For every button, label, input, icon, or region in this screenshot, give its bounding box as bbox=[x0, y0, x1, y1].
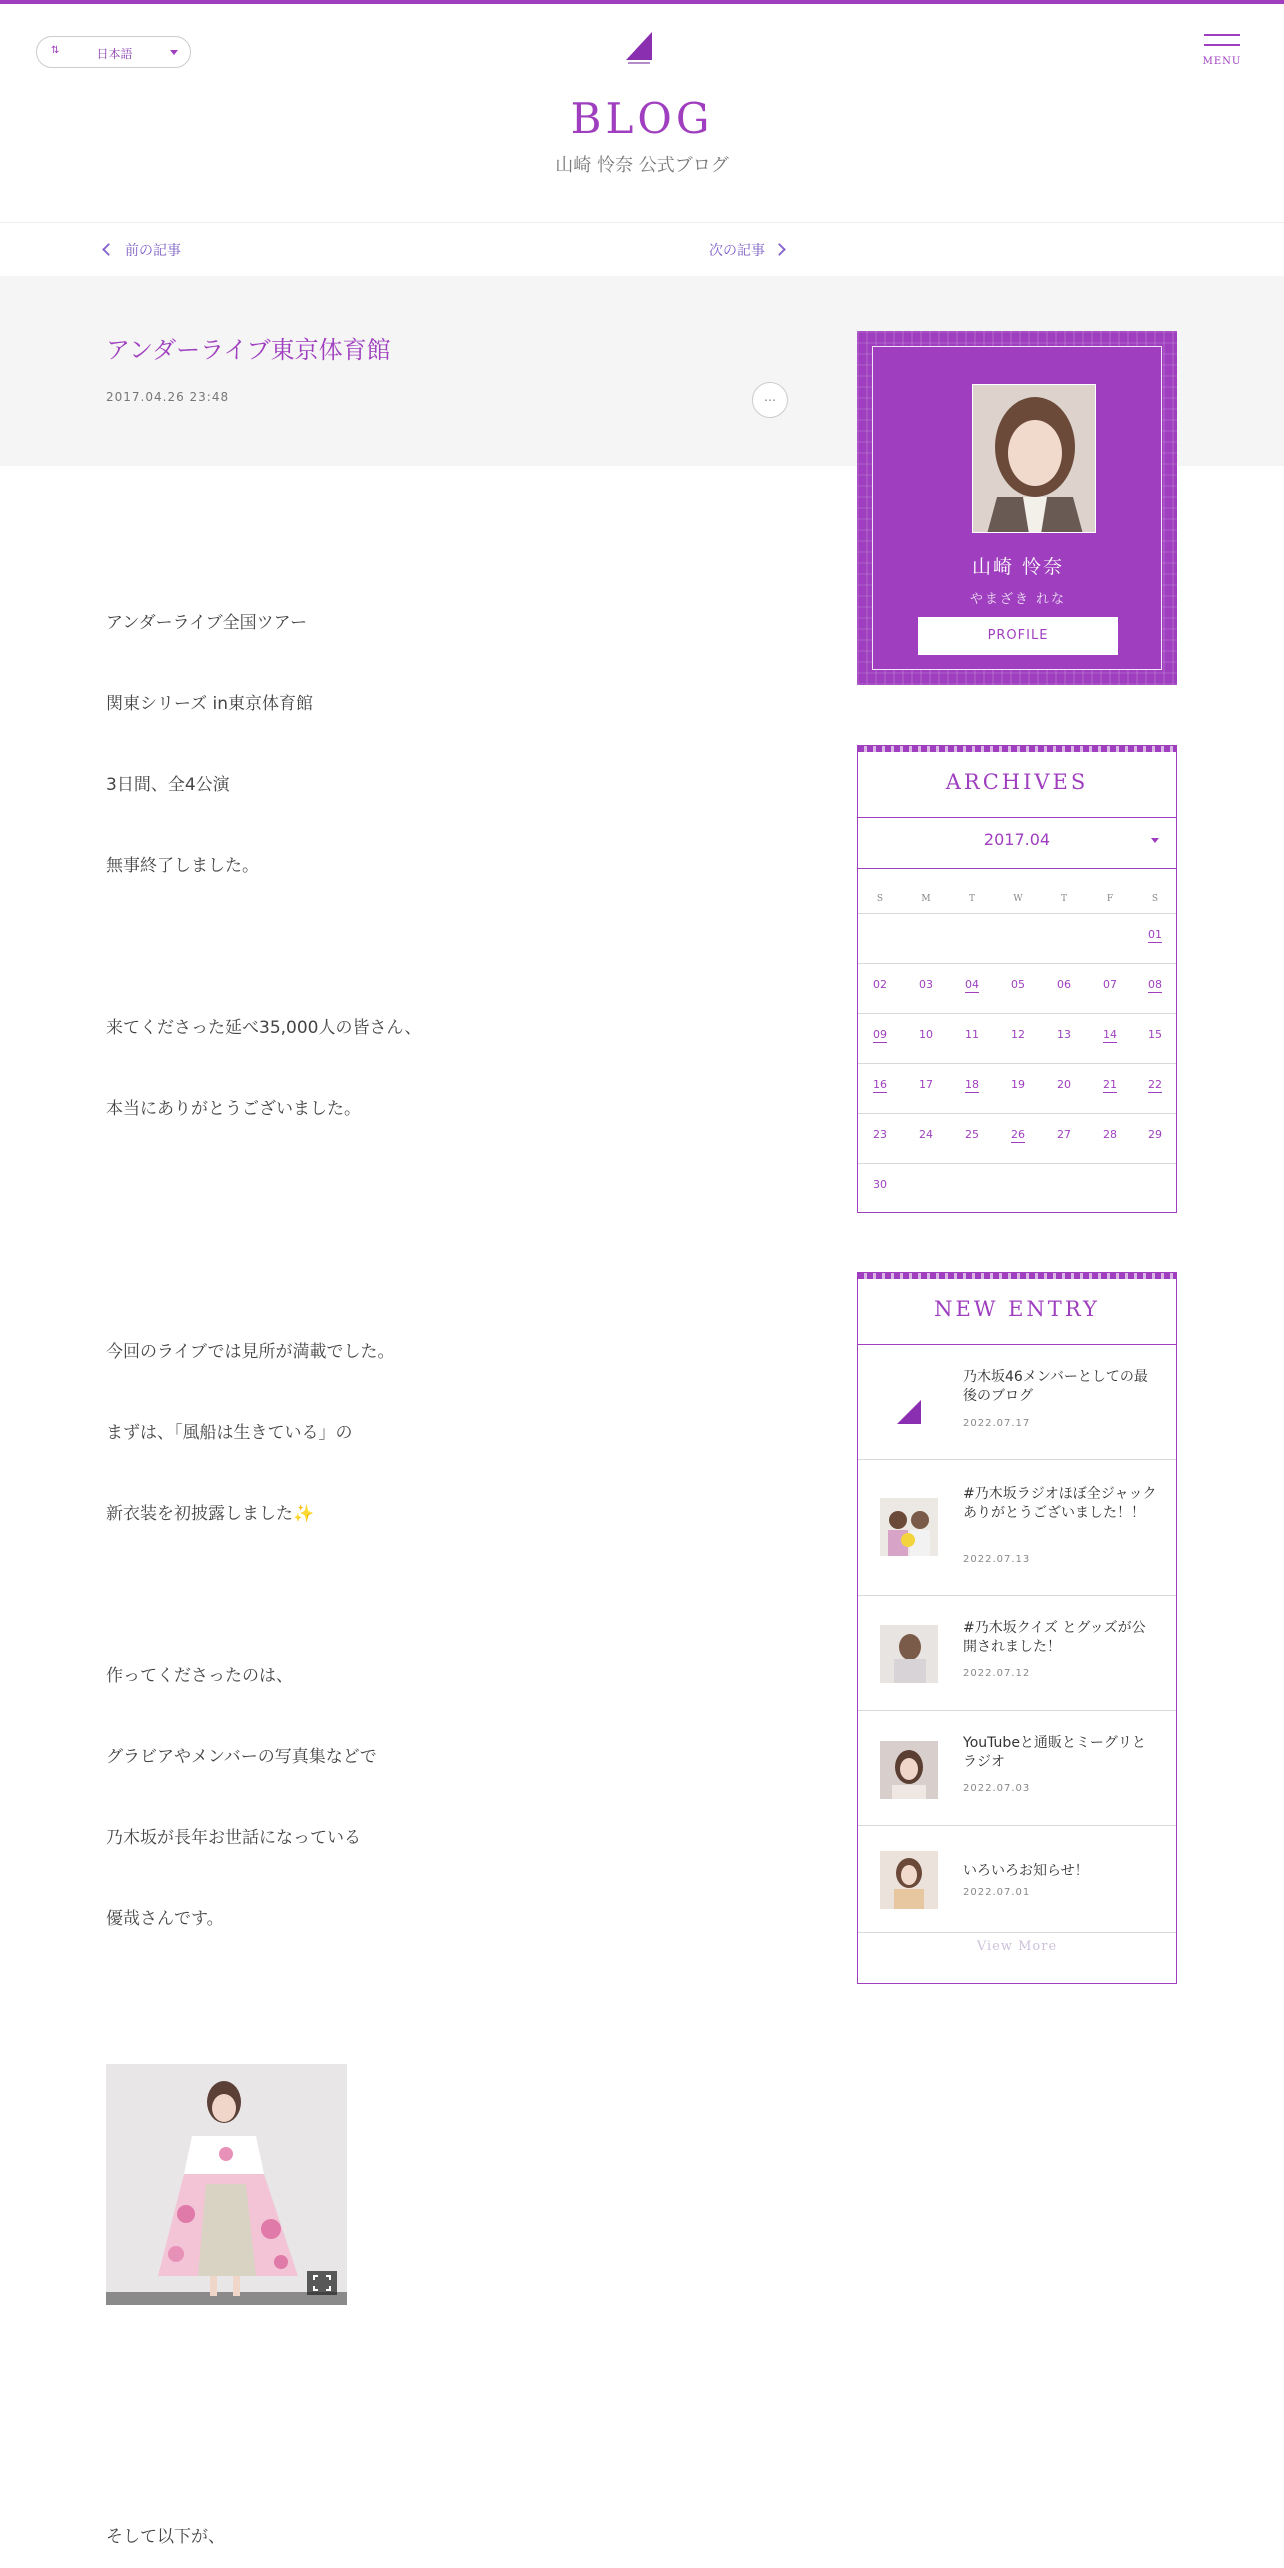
share-icon: ⋯ bbox=[764, 393, 776, 407]
calendar-row-divider bbox=[858, 1113, 1176, 1114]
globe-icon: ⇅ bbox=[51, 45, 60, 56]
divider bbox=[858, 1459, 1176, 1460]
calendar-day: 25 bbox=[965, 1128, 979, 1141]
weekday-label: T bbox=[1060, 894, 1067, 904]
chevron-left-icon bbox=[102, 243, 115, 256]
calendar-day: 29 bbox=[1148, 1128, 1162, 1141]
weekday-label: T bbox=[968, 894, 975, 904]
calendar-day: 07 bbox=[1103, 978, 1117, 991]
menu-button[interactable] bbox=[1202, 32, 1242, 72]
profile-card bbox=[857, 331, 1177, 685]
calendar-day: 10 bbox=[919, 1028, 933, 1041]
divider bbox=[858, 1344, 1176, 1345]
menu-label: MENU bbox=[1202, 56, 1242, 67]
calendar-day: 19 bbox=[1011, 1078, 1025, 1091]
article-photo[interactable] bbox=[106, 2064, 347, 2305]
entry-title[interactable]: #乃木坂ラジオほぼ全ジャック ありがとうございました！！ bbox=[963, 1486, 1157, 1521]
member-name: 山崎 怜奈 bbox=[971, 556, 1065, 578]
article-date: 2017.04.26 23:48 bbox=[106, 390, 230, 404]
article-paragraph: 作ってくださったのは、 bbox=[106, 1666, 293, 1686]
divider bbox=[858, 1825, 1176, 1826]
calendar-day: 24 bbox=[919, 1128, 933, 1141]
calendar-row-divider bbox=[858, 913, 1176, 914]
article-paragraph: 乃木坂が長年お世話になっている bbox=[106, 1828, 361, 1848]
new-entry-title: NEW ENTRY bbox=[934, 1297, 1100, 1321]
divider bbox=[0, 222, 1284, 223]
calendar-day[interactable]: 04 bbox=[965, 978, 979, 991]
calendar-day[interactable]: 09 bbox=[873, 1028, 887, 1041]
calendar-day: 05 bbox=[1011, 978, 1025, 991]
calendar-row-divider bbox=[858, 1063, 1176, 1064]
member-name-kana: やまざき れな bbox=[969, 592, 1067, 607]
chevron-right-icon bbox=[773, 243, 786, 256]
divider bbox=[858, 1932, 1176, 1933]
month-select[interactable]: 2017.04 bbox=[983, 830, 1051, 849]
calendar-row-divider bbox=[858, 1163, 1176, 1164]
caret-down-icon bbox=[1151, 838, 1159, 843]
calendar-day: 13 bbox=[1057, 1028, 1071, 1041]
entry-title[interactable]: いろいろお知らせ！ bbox=[963, 1863, 1089, 1879]
entry-title[interactable]: #乃木坂クイズ とグッズが公開されました！ bbox=[963, 1620, 1146, 1655]
article-paragraph: 優哉さんです。 bbox=[106, 1909, 224, 1929]
calendar-row-divider bbox=[858, 963, 1176, 964]
share-button[interactable] bbox=[752, 382, 788, 418]
calendar-day[interactable]: 16 bbox=[873, 1078, 887, 1091]
profile-photo bbox=[972, 384, 1096, 533]
article-paragraph: 来てくださった延べ35,000人の皆さん、 bbox=[106, 1018, 422, 1038]
calendar-day[interactable]: 18 bbox=[965, 1078, 979, 1091]
profile-button[interactable]: PROFILE bbox=[918, 617, 1118, 655]
weekday-label: S bbox=[1151, 894, 1159, 904]
archives-title: ARCHIVES bbox=[945, 770, 1089, 794]
language-selector[interactable] bbox=[36, 36, 191, 68]
top-accent-line bbox=[0, 0, 1284, 4]
entry-date: 2022.07.12 bbox=[963, 1668, 1031, 1679]
divider bbox=[858, 817, 1176, 818]
article-paragraph: グラビアやメンバーの写真集などで bbox=[106, 1747, 377, 1767]
article-paragraph: 関東シリーズ in東京体育館 bbox=[106, 694, 314, 714]
calendar-day: 27 bbox=[1057, 1128, 1071, 1141]
calendar-day[interactable]: 14 bbox=[1103, 1028, 1117, 1041]
entry-thumbnail[interactable] bbox=[880, 1383, 938, 1441]
calendar-day: 30 bbox=[873, 1178, 887, 1191]
next-article-link[interactable] bbox=[709, 240, 784, 260]
calendar-day[interactable]: 08 bbox=[1148, 978, 1162, 991]
calendar-day[interactable]: 01 bbox=[1148, 928, 1162, 941]
calendar-day: 03 bbox=[919, 978, 933, 991]
calendar-day: 12 bbox=[1011, 1028, 1025, 1041]
calendar-day: 17 bbox=[919, 1078, 933, 1091]
divider bbox=[858, 1595, 1176, 1596]
entry-date: 2022.07.03 bbox=[963, 1783, 1031, 1794]
weekday-label: S bbox=[876, 894, 884, 904]
article-paragraph: 無事終了しました。 bbox=[106, 856, 259, 876]
calendar-day: 02 bbox=[873, 978, 887, 991]
article-paragraph: 3日間、全4公演 bbox=[106, 775, 230, 795]
calendar-day: 20 bbox=[1057, 1078, 1071, 1091]
archives-box bbox=[857, 745, 1177, 1213]
entry-thumbnail[interactable] bbox=[880, 1625, 938, 1683]
entry-thumbnail[interactable] bbox=[880, 1498, 938, 1556]
article-paragraph: 今回のライブでは見所が満載でした。 bbox=[106, 1342, 395, 1362]
entry-date: 2022.07.13 bbox=[963, 1554, 1031, 1565]
new-entry-box bbox=[857, 1272, 1177, 1984]
expand-icon[interactable] bbox=[307, 2271, 337, 2295]
entry-date: 2022.07.01 bbox=[963, 1887, 1031, 1898]
page-title: BLOG bbox=[570, 94, 714, 143]
menu-icon-bar bbox=[1204, 44, 1240, 46]
divider bbox=[858, 868, 1176, 869]
calendar-day[interactable]: 26 bbox=[1011, 1128, 1025, 1141]
calendar-day: 23 bbox=[873, 1128, 887, 1141]
calendar-day[interactable]: 22 bbox=[1148, 1078, 1162, 1091]
article-photo-image bbox=[106, 2064, 347, 2305]
entry-title[interactable]: 乃木坂46メンバーとしての最後のブログ bbox=[963, 1369, 1148, 1404]
view-more-link[interactable]: View More bbox=[976, 1939, 1058, 1954]
article-title: アンダーライブ東京体育館 bbox=[106, 336, 391, 364]
language-label: 日本語 bbox=[96, 47, 133, 61]
calendar-day: 28 bbox=[1103, 1128, 1117, 1141]
calendar-day: 15 bbox=[1148, 1028, 1162, 1041]
article-paragraph: 新衣装を初披露しました✨ bbox=[106, 1504, 315, 1524]
profile-card-inner bbox=[872, 346, 1162, 670]
page-subtitle: 山崎 怜奈 公式ブログ bbox=[555, 155, 729, 176]
menu-icon bbox=[1204, 34, 1240, 36]
weekday-label: W bbox=[1013, 894, 1023, 904]
decorative-border bbox=[858, 1273, 1176, 1279]
calendar-day: 06 bbox=[1057, 978, 1071, 991]
entry-thumbnail[interactable] bbox=[880, 1851, 938, 1909]
calendar-row-divider bbox=[858, 1013, 1176, 1014]
prev-article-link[interactable] bbox=[104, 240, 181, 260]
weekday-label: F bbox=[1106, 894, 1114, 904]
weekday-label: M bbox=[921, 894, 931, 904]
entry-date: 2022.07.17 bbox=[963, 1418, 1031, 1429]
divider bbox=[858, 1710, 1176, 1711]
calendar-day: 11 bbox=[965, 1028, 979, 1041]
calendar-day[interactable]: 21 bbox=[1103, 1078, 1117, 1091]
entry-thumbnail[interactable] bbox=[880, 1741, 938, 1799]
decorative-border bbox=[858, 746, 1176, 752]
article-paragraph: まずは、「風船は生きている」の bbox=[106, 1423, 353, 1443]
article-paragraph: 本当にありがとうございました。 bbox=[106, 1099, 361, 1119]
article-paragraph: そして以下が、 bbox=[106, 2527, 225, 2547]
nogizaka-logo-icon[interactable] bbox=[622, 30, 656, 68]
prev-article-label: 前の記事 bbox=[125, 243, 181, 259]
article-paragraph: アンダーライブ全国ツアー bbox=[106, 613, 308, 633]
entry-title[interactable]: YouTubeと通販とミーグリとラジオ bbox=[963, 1735, 1146, 1770]
caret-down-icon bbox=[170, 50, 178, 55]
next-article-label: 次の記事 bbox=[709, 243, 765, 259]
